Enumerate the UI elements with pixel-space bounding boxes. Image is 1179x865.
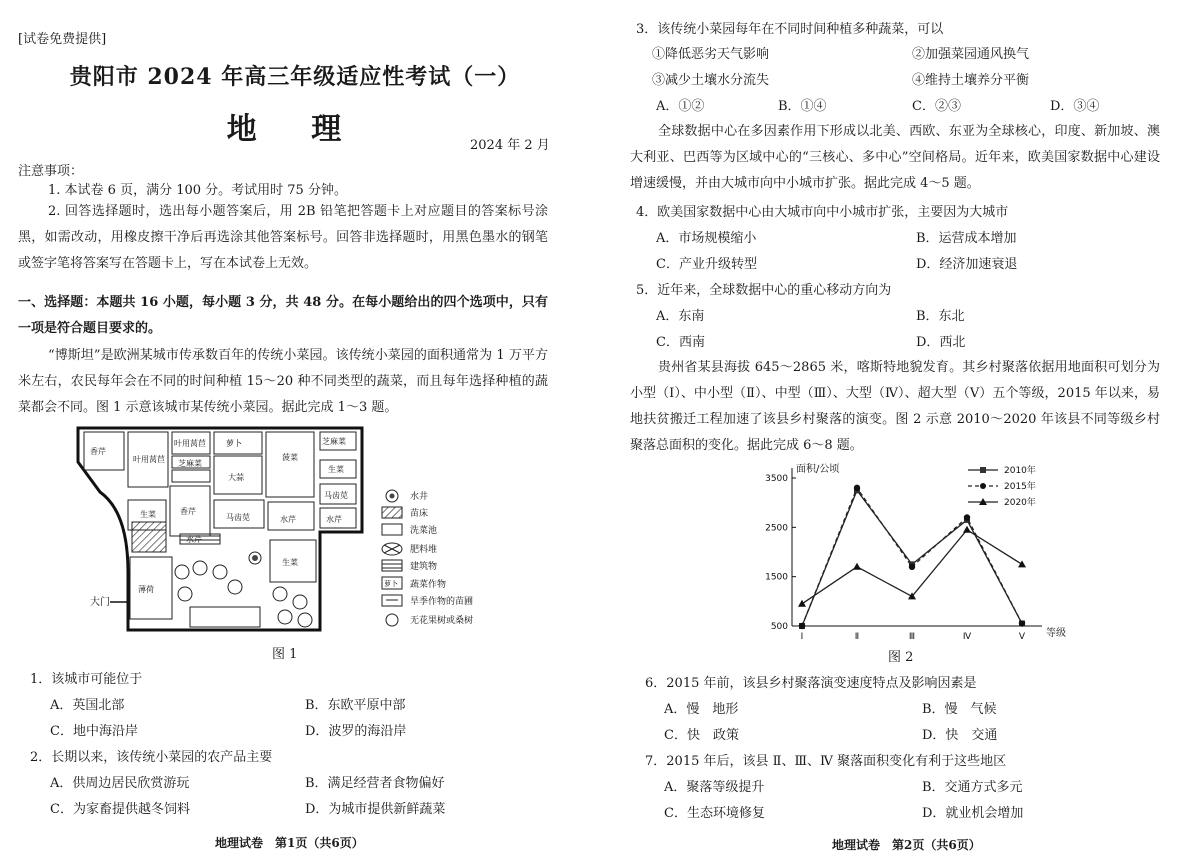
svg-text:萝卜: 萝卜 — [384, 580, 398, 588]
q5-stem: 5．近年来，全球数据中心的重心移动方向为 — [636, 283, 892, 298]
plot-label: 生菜 — [140, 510, 156, 519]
notice-item-1: 1. 本试卷 6 页，满分 100 分。考试用时 75 分钟。 — [48, 183, 347, 198]
svg-text:肥料堆: 肥料堆 — [410, 545, 438, 555]
q3-stem: 3．该传统小菜园每年在不同时间种植多种蔬菜，可以 — [636, 22, 944, 37]
plot-label: 芝麻菜 — [178, 459, 202, 468]
map-legend — [382, 490, 473, 626]
svg-text:水井: 水井 — [410, 492, 429, 502]
q5-option-b[interactable]: B．东北 — [916, 309, 965, 324]
q3-option-d[interactable]: D．③④ — [1050, 99, 1100, 114]
x-tick-label: Ⅴ — [1018, 632, 1026, 640]
legend-marker — [980, 467, 986, 473]
y-tick-label: 1500 — [765, 572, 788, 583]
q1-option-a[interactable]: A．英国北部 — [50, 698, 125, 713]
data-point-2020年 — [853, 563, 861, 570]
q3-item-3: ③减少土壤水分流失 — [652, 73, 770, 88]
figure-2-caption: 图 2 — [888, 650, 914, 665]
q6-option-b[interactable]: B．慢 气候 — [922, 702, 997, 717]
q5-option-c[interactable]: C．西南 — [656, 335, 705, 350]
passage-2: 全球数据中心在多因素作用下形成以北美、西欧、东亚为全球核心，印度、新加坡、澳大利亚、巴西等为区域中心的“三核心、多中心”空间格局。近年来，欧美国家数据中心建设增速缓慢，并由大城市向中小城市扩张。据此完成 4～5 题。 — [630, 124, 1160, 191]
q7-option-c[interactable]: C．生态环境修复 — [664, 806, 765, 821]
x-tick-label: Ⅱ — [854, 632, 860, 640]
exam-title: 贵阳市 2024 年高三年级适应性考试（一） — [69, 64, 521, 90]
y-axis-label: 面积/公顷 — [796, 464, 840, 475]
subject-title: 地 理 — [226, 112, 364, 147]
exam-date: 2024 年 2 月 — [470, 138, 550, 153]
q7-option-d[interactable]: D．就业机会增加 — [922, 806, 1024, 821]
plot-label: 生菜 — [328, 465, 344, 474]
data-point-2020年 — [1018, 560, 1026, 567]
q3-option-a[interactable]: A．①② — [656, 99, 705, 114]
q6-stem: 6．2015 年前，该县乡村聚落演变速度特点及影响因素是 — [645, 676, 977, 691]
page-2-footer: 地理试卷 第2页（共6页） — [832, 838, 981, 852]
legend-label: 2010年 — [1004, 466, 1036, 476]
figure-1-caption: 图 1 — [272, 647, 298, 662]
q1-option-c[interactable]: C．地中海沿岸 — [50, 724, 138, 739]
q6-option-d[interactable]: D．快 交通 — [922, 728, 998, 743]
plot-label: 香芹 — [180, 507, 196, 516]
q1-option-b[interactable]: B．东欧平原中部 — [305, 698, 406, 713]
q7-option-a[interactable]: A．聚落等级提升 — [664, 780, 765, 795]
plot-label: 水芹 — [326, 515, 342, 524]
q2-option-d[interactable]: D．为城市提供新鲜蔬菜 — [305, 802, 446, 817]
notice-heading: 注意事项： — [18, 164, 84, 179]
x-tick-label: Ⅲ — [908, 632, 916, 640]
plot-label: 马齿苋 — [226, 513, 250, 522]
q4-stem: 4．欧美国家数据中心由大城市向中小城市扩张，主要因为大城市 — [636, 205, 1009, 220]
q5-option-a[interactable]: A．东南 — [656, 309, 705, 324]
svg-text:洗菜池: 洗菜池 — [410, 526, 438, 536]
q2-option-a[interactable]: A．供周边居民欣赏游玩 — [50, 776, 190, 791]
series-line-2015年 — [802, 488, 1022, 626]
q3-item-1: ①降低恶劣天气影响 — [652, 47, 770, 62]
q7-stem: 7．2015 年后，该县 Ⅱ、Ⅲ、Ⅳ 聚落面积变化有利于这些地区 — [645, 754, 1007, 769]
legend-label: 2015年 — [1004, 482, 1036, 492]
data-point-2020年 — [798, 600, 806, 607]
q3-item-4: ④维持土壤养分平衡 — [912, 73, 1030, 88]
gate-label: 大门 — [90, 597, 110, 608]
data-point-2015年 — [1019, 620, 1025, 626]
svg-text:旱季作物的苗圃: 旱季作物的苗圃 — [410, 597, 474, 607]
data-point-2015年 — [964, 514, 970, 520]
passage-3: 贵州省某县海拔 645～2865 米，喀斯特地貌发育。其乡村聚落依据用地面积可划分为小型（Ⅰ）、中小型（Ⅱ）、中型（Ⅲ）、大型（Ⅳ）、超大型（Ⅴ）五个等级，2015 年以来，易地扶贫搬迁工程加速了该县乡村聚落的演变。图 2 示意 2010～2020 年该县不同等级乡村聚落总面积的变化。据此完成 6～8 题。 — [630, 360, 1160, 453]
q7-option-b[interactable]: B．交通方式多元 — [922, 780, 1023, 795]
data-point-2015年 — [799, 623, 805, 629]
plot-label: 香芹 — [90, 447, 106, 456]
y-tick-label: 500 — [770, 622, 788, 632]
passage-1: “博斯坦”是欧洲某城市传承数百年的传统小菜园。该传统小菜园的面积通常为 1 万平方米左右，农民每年会在不同的时间种植 15～20 种不同类型的蔬菜，而且每年选择种植的蔬菜都会不同。图 1 示意该城市某传统小菜园。据此完成 1～3 题。 — [18, 348, 548, 415]
plot-label: 叶用莴苣 — [133, 455, 165, 464]
notice-item-2: 2. 回答选择题时，选出每小题答案后，用 2B 铅笔把答题卡上对应题目的答案标号涂黑，如需改动，用橡皮擦干净后再选涂其他答案标号。回答非选择题时，用黑色墨水的钢笔或签字笔将答案写在答题卡上，写在本试卷上无效。 — [18, 204, 548, 271]
y-tick-label: 3500 — [765, 474, 788, 484]
q2-option-c[interactable]: C．为家畜提供越冬饲料 — [50, 802, 190, 817]
plot-label: 菠菜 — [282, 453, 298, 462]
x-tick-label: Ⅰ — [800, 632, 804, 640]
free-tag: [试卷免费提供] — [18, 32, 107, 47]
figure-2-line-chart — [740, 460, 1070, 640]
q4-option-c[interactable]: C．产业升级转型 — [656, 257, 757, 272]
legend-marker — [980, 483, 986, 489]
q5-option-d[interactable]: D．西北 — [916, 335, 966, 350]
q1-stem: 1．该城市可能位于 — [30, 672, 143, 687]
x-axis-label: 等级 — [1046, 628, 1066, 639]
plot-label: 生菜 — [282, 558, 298, 567]
plot-label: 萝卜 — [226, 439, 242, 448]
series-line-2010年 — [802, 490, 1022, 626]
q3-item-2: ②加强菜园通风换气 — [912, 47, 1030, 62]
plot-label: 水芹 — [186, 535, 202, 544]
q6-option-a[interactable]: A．慢 地形 — [664, 702, 739, 717]
plot-label: 水芹 — [280, 515, 296, 524]
q3-option-b[interactable]: B．①④ — [778, 99, 827, 114]
plot-label: 马齿苋 — [324, 491, 348, 500]
section-heading: 一、选择题：本题共 16 小题，每小题 3 分，共 48 分。在每小题给出的四个选项中，只有一项是符合题目要求的。 — [18, 295, 548, 336]
svg-text:建筑物: 建筑物 — [410, 562, 438, 572]
svg-text:苗床: 苗床 — [410, 509, 429, 519]
q1-option-d[interactable]: D．波罗的海沿岸 — [305, 724, 407, 739]
q2-option-b[interactable]: B．满足经营者食物偏好 — [305, 776, 445, 791]
data-point-2015年 — [854, 485, 860, 491]
data-point-2015年 — [909, 564, 915, 570]
svg-text:无花果树或桑树: 无花果树或桑树 — [410, 616, 474, 626]
plot-label: 薄荷 — [138, 585, 154, 594]
plot-label: 叶用莴苣 — [174, 439, 206, 448]
q4-option-d[interactable]: D．经济加速衰退 — [916, 257, 1018, 272]
q4-option-b[interactable]: B．运营成本增加 — [916, 231, 1017, 246]
q2-stem: 2．长期以来，该传统小菜园的农产品主要 — [30, 750, 273, 765]
plot-label: 芝麻菜 — [322, 437, 346, 446]
legend-label: 2020年 — [1004, 498, 1036, 508]
svg-text:蔬菜作物: 蔬菜作物 — [410, 580, 447, 590]
figure-1-garden-map — [70, 422, 530, 642]
y-tick-label: 2500 — [765, 523, 788, 534]
q6-option-c[interactable]: C．快 政策 — [664, 728, 739, 743]
page-1-footer: 地理试卷 第1页（共6页） — [215, 836, 364, 850]
data-point-2020年 — [963, 526, 971, 533]
q4-option-a[interactable]: A．市场规模缩小 — [656, 231, 757, 246]
q3-option-c[interactable]: C．②③ — [912, 99, 961, 114]
x-tick-label: Ⅳ — [962, 632, 972, 640]
garden-boundary — [78, 428, 362, 630]
plot-label: 大蒜 — [228, 473, 244, 482]
